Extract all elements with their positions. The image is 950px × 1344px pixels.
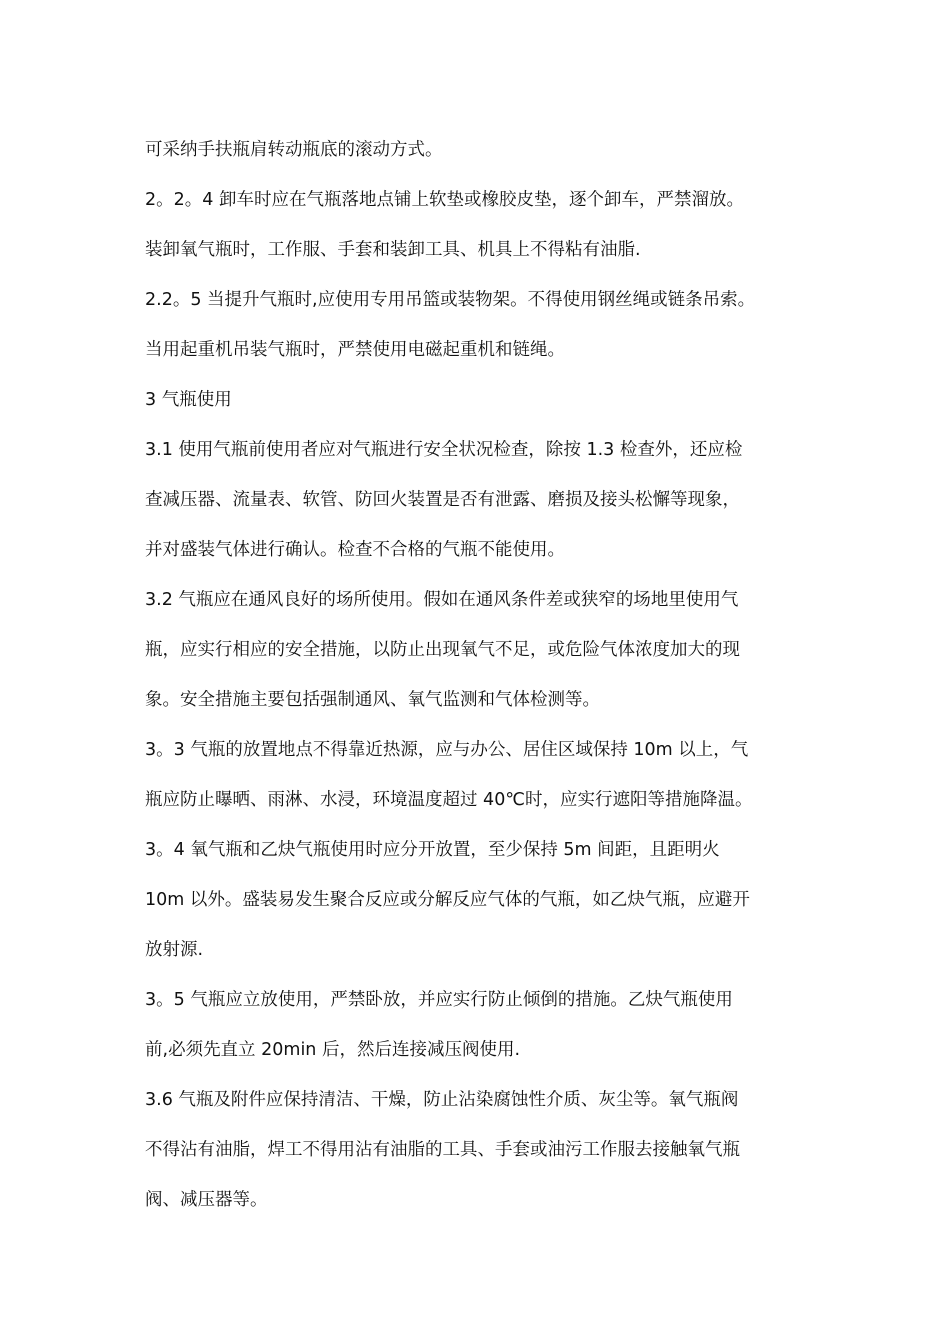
text-line: 不得沾有油脂，焊工不得用沾有油脂的工具、手套或油污工作服去接触氧气瓶 (145, 1140, 740, 1160)
body-text (145, 136, 825, 1236)
section-heading: 3 气瓶使用 (145, 390, 232, 410)
text-line: 3.2 气瓶应在通风良好的场所使用。假如在通风条件差或狭窄的场地里使用气 (145, 590, 739, 610)
text-line: 查减压器、流量表、软管、防回火装置是否有泄露、磨损及接头松懈等现象， (145, 490, 740, 510)
text-line: 3.1 使用气瓶前使用者应对气瓶进行安全状况检查，除按 1.3 检查外，还应检 (145, 440, 743, 460)
text-line: 3。4 氧气瓶和乙炔气瓶使用时应分开放置，至少保持 5m 间距，且距明火 (145, 840, 720, 860)
text-line: 瓶应防止曝晒、雨淋、水浸，环境温度超过 40℃时，应实行遮阳等措施降温。 (145, 790, 753, 810)
text-line: 瓶，应实行相应的安全措施，以防止出现氧气不足，或危险气体浓度加大的现 (145, 640, 740, 660)
text-line: 10m 以外。盛装易发生聚合反应或分解反应气体的气瓶，如乙炔气瓶，应避开 (145, 890, 750, 910)
text-line: 阀、减压器等。 (145, 1190, 268, 1210)
text-line: 放射源. (145, 940, 204, 960)
text-line: 装卸氧气瓶时，工作服、手套和装卸工具、机具上不得粘有油脂. (145, 240, 641, 260)
text-line: 3.6 气瓶及附件应保持清洁、干燥，防止沾染腐蚀性介质、灰尘等。氧气瓶阀 (145, 1090, 739, 1110)
text-line: 并对盛装气体进行确认。检查不合格的气瓶不能使用。 (145, 540, 565, 560)
text-line: 2。2。4 卸车时应在气瓶落地点铺上软垫或橡胶皮垫，逐个卸车，严禁溜放。 (145, 190, 744, 210)
text-line: 可采纳手扶瓶肩转动瓶底的滚动方式。 (145, 140, 443, 160)
text-line: 当用起重机吊装气瓶时，严禁使用电磁起重机和链绳。 (145, 340, 565, 360)
text-line: 前,必须先直立 20min 后，然后连接减压阀使用. (145, 1040, 521, 1060)
text-line: 象。安全措施主要包括强制通风、氧气监测和气体检测等。 (145, 690, 600, 710)
text-line: 3。3 气瓶的放置地点不得靠近热源，应与办公、居住区域保持 10m 以上，气 (145, 740, 749, 760)
text-line: 3。5 气瓶应立放使用，严禁卧放，并应实行防止倾倒的措施。乙炔气瓶使用 (145, 990, 733, 1010)
text-line: 2.2。5 当提升气瓶时,应使用专用吊篮或装物架。不得使用钢丝绳或链条吊索。 (145, 290, 756, 310)
